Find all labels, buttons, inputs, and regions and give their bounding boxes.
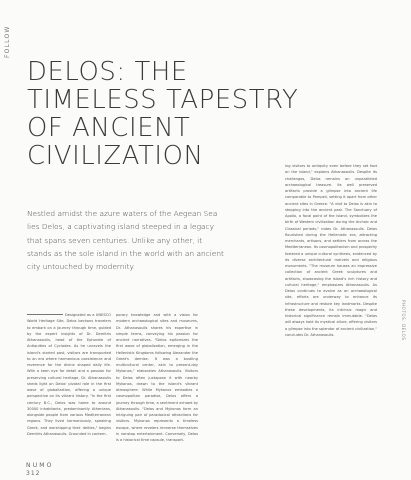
follow-label: FOLLOW <box>4 25 11 58</box>
title-line: OF ANCIENT <box>27 113 191 143</box>
page-number: 312 <box>26 470 41 477</box>
article-title <box>27 58 327 170</box>
title-line: DELOS: THE <box>27 57 188 87</box>
body-column-3: ing visitors to antiquity even before they set foot on the island," explains Athanasoulis. Despite its challenges, Delos remains an unparalleled archaeological treasure. Its well preserved artifacts provide a glimpse into ancient life comparable to Pompeii, setting it apart from other ancient sites in Greece. "A visit to Delos is akin to stepping into the ancient past. The Sanctuary of Apollo, a focal point of the island, symbolizes the birth of Western civilization during the Archaic and Classical periods," notes Dr. Athanasoulis. Delos flourished during the Hellenistic era, attracting merchants, artisans, and settlers from across the Mediterranean. Its cosmopolitanism and prosperity fostered a unique cultural synthesis, evidenced by its diverse architectural marvels and religious monuments. "The museum houses an impressive collection of ancient Greek sculptures and artifacts, showcasing the island's rich history and cultural heritage," emphasizes Athanasoulis. As Delos continues to evolve as an archaeological site, efforts are underway to enhance its infrastructure and restore key landmarks. Despite these developments, its intrinsic magic and historical significance remain immutable. "Delos will always hold its mystical allure, offering visitors a glimpse into the splendor of ancient civilization," concludes Dr. Athanasoulis. <box>285 164 377 337</box>
photo-credit: PHOTOS: DELOS <box>401 300 406 341</box>
magazine-brand: NUMO <box>26 462 54 469</box>
title-line: TIMELESS TAPESTRY <box>27 85 299 115</box>
body-column-2: porary knowledge and with a vision for modern archaeological sites and museums, Dr. Athanasoulis shares his expertise in simple terms, conveying his passion for ancient narratives. "Delos epitomizes the first wave of globalization, emerging in the Hellenistic Kingdoms following Alexander the Great's demise. It was a bustling multicultural center, akin to present-day Mykonos," elaborates Athanasoulis. Visitors to Delos often juxtapose it with nearby Mykonos, drawn to the island's vibrant atmosphere. While Mykonos embodies a cosmopolitan paradise, Delos offers a journey through time, a sentiment echoed by Athanasoulis. "Delos and Mykonos form an intriguing pair of paradoxical attractions for visitors. Mykonos represents a timeless escape, where revelers immerse themselves in nonstop entertainment. Conversely, Delos is a historical time capsule, transport- <box>116 313 198 442</box>
title-line: CIVILIZATION <box>27 141 204 171</box>
body-column-1: Designated as a UNESCO World Heritage Site, Delos beckons travelers to embark on a journey through time, guided by the expert insights of Dr. Demitris Athanasoulis, head of the Ephorate of Antiquities of Cyclades. As he unravels the island's storied past, visitors are transported to an era where harmonious coexistence and reverence for the divine shaped daily life. With a keen eye for detail and a passion for preserving cultural heritage, Dr. Athanasoulis sheds light on Delos' pivotal role in the first wave of globalization, offering a unique perspective on its vibrant history. "In the first century B.C., Delos was home to around 30000 inhabitants, predominantly Athenians, alongside people from various Mediterranean regions. They lived harmoniously, speaking Greek, and worshipping their deities," begins Demitris Athanasoulis. Grounded in contem- <box>27 313 111 436</box>
article-intro: Nestled amidst the azure waters of the Aegean Sea lies Delos, a captivating island steeped in a legacy that spans seven centuries. Unlike any other, it stands as the sole island in the world with an ancient city untouched by modernity. <box>27 209 224 272</box>
divider-rule <box>27 314 63 315</box>
